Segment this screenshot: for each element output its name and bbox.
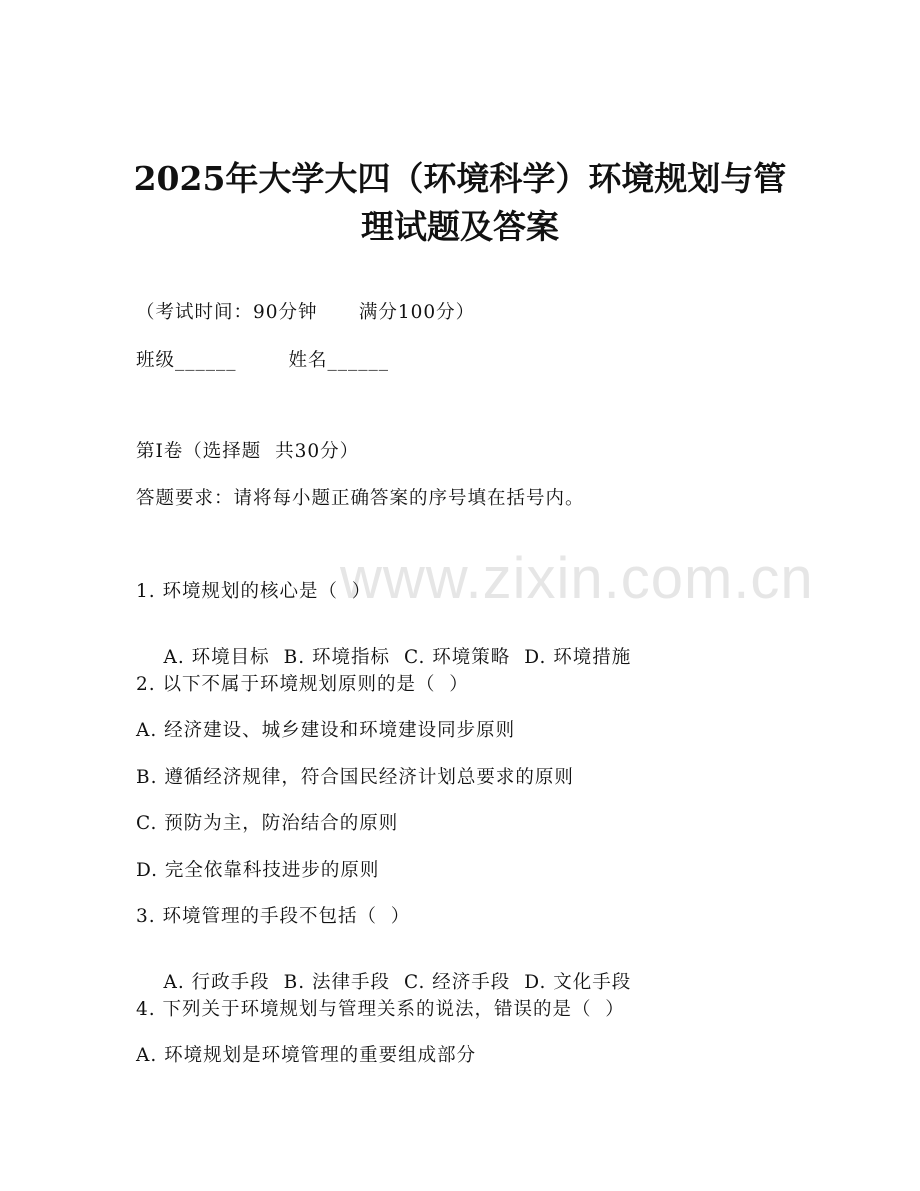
question-stem: 2. 以下不属于环境规划原则的是（ ）: [136, 674, 469, 695]
option: D. 完全依靠科技进步的原则: [136, 860, 380, 881]
option: C. 经济手段: [404, 971, 511, 993]
question-stem: 3. 环境管理的手段不包括（ ）: [136, 906, 411, 927]
option: A. 经济建设、城乡建设和环境建设同步原则: [136, 720, 516, 741]
option: C. 预防为主，防治结合的原则: [136, 813, 399, 834]
instructions: 答题要求：请将每小题正确答案的序号填在括号内。: [136, 488, 585, 509]
option: B. 遵循经济规律，符合国民经济计划总要求的原则: [136, 767, 574, 788]
student-fields: [136, 352, 389, 371]
option: D. 环境措施: [524, 646, 632, 668]
exam-info: （考试时间：90分钟 满分100分）: [136, 302, 476, 323]
option: D. 文化手段: [524, 971, 632, 993]
question-stem: 1. 环境规划的核心是（ ）: [136, 581, 372, 602]
question-stem: 4. 下列关于环境规划与管理关系的说法，错误的是（ ）: [136, 999, 625, 1020]
option: B. 环境指标: [283, 646, 391, 668]
option: A. 环境规划是环境管理的重要组成部分: [136, 1045, 477, 1066]
option: A. 环境目标: [163, 646, 270, 668]
option: A. 行政手段: [163, 971, 270, 993]
section-header: 第I卷（选择题 共30分）: [136, 441, 360, 462]
watermark: www.zixin.com.cn: [340, 546, 814, 611]
option: B. 法律手段: [283, 971, 391, 993]
document-title-line-1: 2025年大学大四（环境科学）环境规划与管: [133, 159, 787, 198]
document-title-line-2: 理试题及答案: [361, 207, 559, 246]
name-field: 姓名______: [288, 350, 390, 371]
class-field: 班级______: [136, 350, 237, 371]
option: C. 环境策略: [404, 646, 511, 668]
